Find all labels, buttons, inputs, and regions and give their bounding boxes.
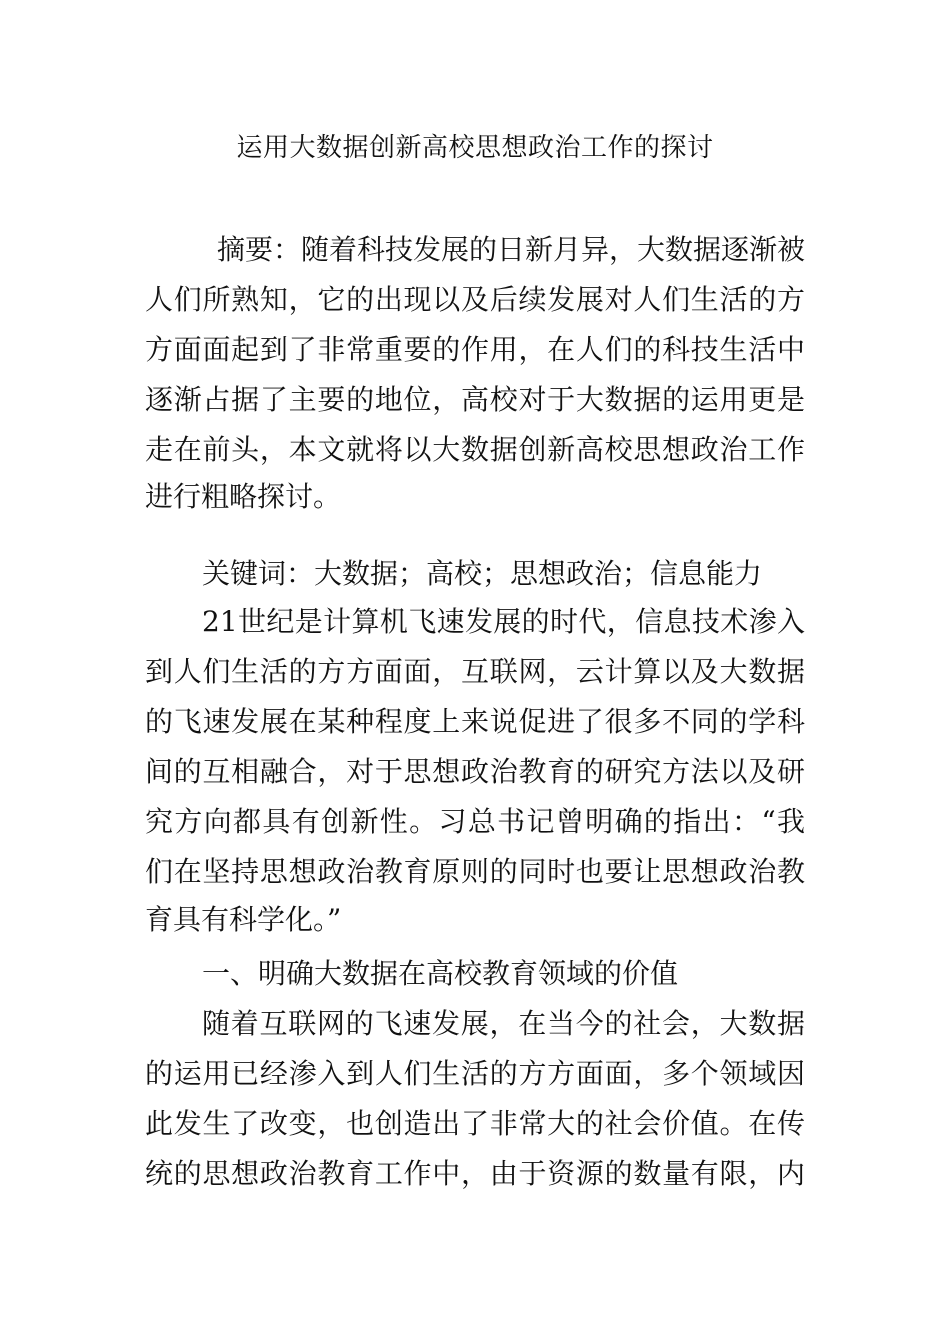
intro-line: 究方向都具有创新性。习总书记曾明确的指出：“我	[145, 805, 805, 838]
intro-line: 间的互相融合，对于思想政治教育的研究方法以及研	[145, 755, 805, 788]
abstract-line: 走在前头，本文就将以大数据创新高校思想政治工作	[145, 433, 805, 466]
section-line: 的运用已经渗入到人们生活的方方面面，多个领域因	[145, 1057, 805, 1090]
intro-line: 育具有科学化。”	[145, 903, 342, 936]
intro-line: 们在坚持思想政治教育原则的同时也要让思想政治教	[145, 855, 805, 888]
document-title: 运用大数据创新高校思想政治工作的探讨	[236, 133, 714, 163]
abstract-line: 摘要：随着科技发展的日新月异，大数据逐渐被	[217, 233, 805, 266]
section-line: 随着互联网的飞速发展，在当今的社会，大数据	[202, 1007, 805, 1040]
abstract-line: 方面面起到了非常重要的作用，在人们的科技生活中	[145, 333, 805, 366]
intro-line: 到人们生活的方方面面，互联网，云计算以及大数据	[145, 655, 805, 688]
abstract-line: 人们所熟知，它的出现以及后续发展对人们生活的方	[145, 283, 805, 316]
intro-line: 的飞速发展在某种程度上来说促进了很多不同的学科	[145, 705, 805, 738]
section-line: 统的思想政治教育工作中，由于资源的数量有限，内	[145, 1157, 805, 1190]
section-heading: 一、明确大数据在高校教育领域的价值	[202, 957, 679, 990]
abstract-line: 逐渐占据了主要的地位，高校对于大数据的运用更是	[145, 383, 805, 416]
abstract-line: 进行粗略探讨。	[145, 480, 342, 513]
intro-line: 21世纪是计算机飞速发展的时代，信息技术渗入	[202, 605, 805, 638]
section-line: 此发生了改变，也创造出了非常大的社会价值。在传	[145, 1107, 805, 1140]
keywords-line: 关键词：大数据；高校；思想政治；信息能力	[202, 557, 763, 590]
